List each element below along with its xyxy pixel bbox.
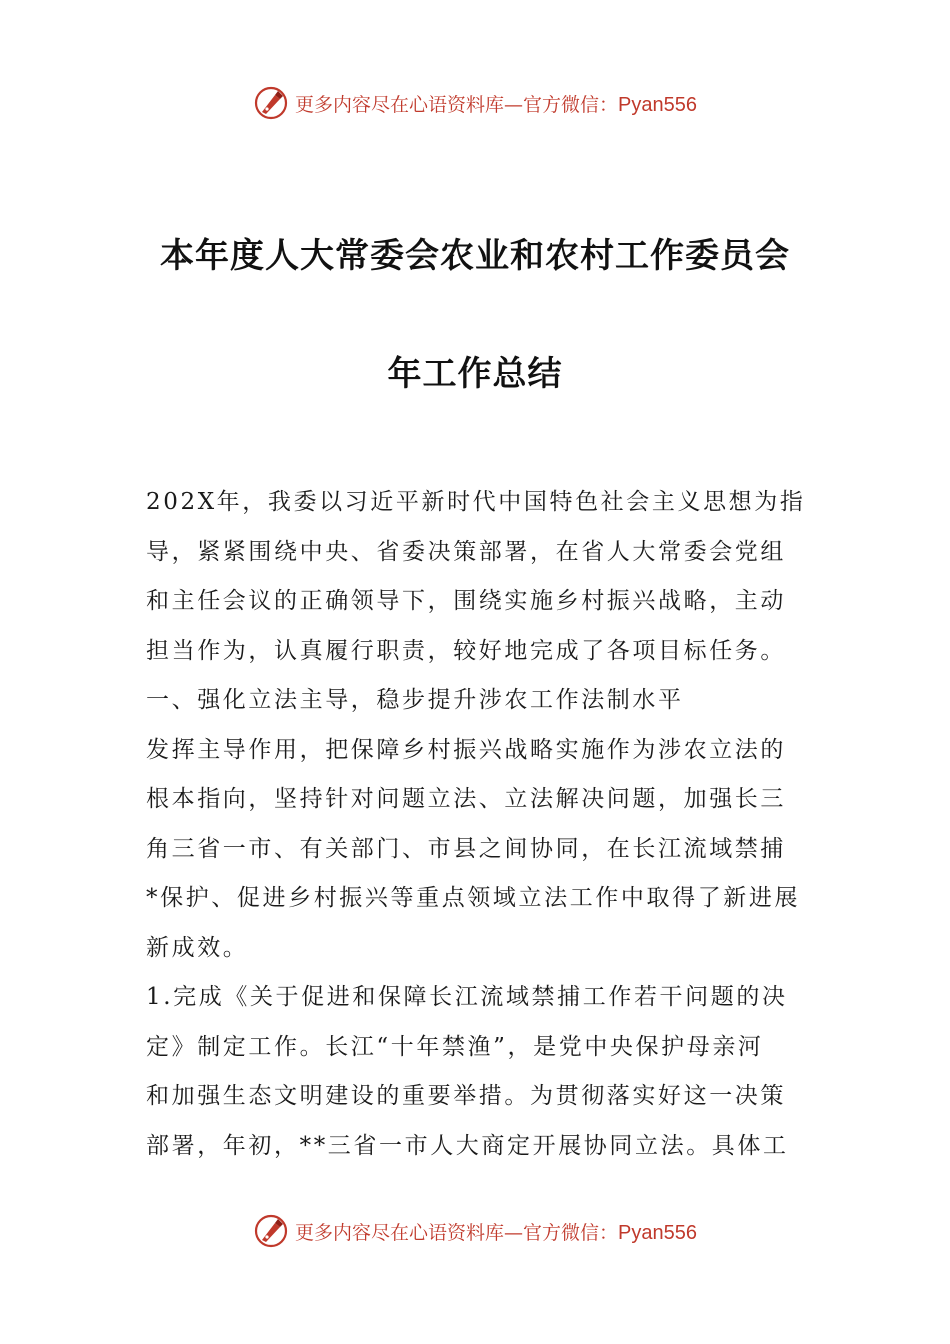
body-line: 202X年，我委以习近平新时代中国特色社会主义思想为指	[146, 489, 806, 515]
body-line: 和加强生态文明建设的重要举措。为贯彻落实好这一决策	[146, 1083, 786, 1109]
body-line: 根本指向，坚持针对问题立法、立法解决问题，加强长三	[146, 786, 786, 812]
body-line: 角三省一市、有关部门、市县之间协同，在长江流域禁捕	[146, 835, 786, 862]
body-line: 1.完成《关于促进和保障长江流域禁捕工作若干问题的决	[146, 984, 788, 1010]
watermark-text	[295, 1218, 697, 1245]
document-title-line-2: 年工作总结	[387, 354, 563, 394]
body-line: 和主任会议的正确领导下，围绕实施乡村振兴战略，主动	[146, 588, 786, 614]
watermark-wechat-id: Pyan556	[618, 93, 697, 116]
watermark-header	[0, 83, 950, 123]
body-line: 部署，年初，**三省一市人大商定开展协同立法。具体工	[146, 1132, 789, 1159]
watermark-wechat-id: Pyan556	[618, 1221, 697, 1244]
watermark-text	[295, 90, 697, 117]
document-body	[146, 478, 806, 1171]
pen-nib-logo-icon	[253, 85, 289, 121]
watermark-footer	[0, 1211, 950, 1251]
body-line: 发挥主导作用，把保障乡村振兴战略实施作为涉农立法的	[146, 736, 786, 763]
watermark-text-cn: 更多内容尽在心语资料库—官方微信：	[295, 1221, 619, 1244]
body-line: 定》制定工作。长江“十年禁渔”，是党中央保护母亲河	[146, 1033, 764, 1060]
pen-nib-logo-icon	[253, 1213, 289, 1249]
body-line: 担当作为，认真履行职责，较好地完成了各项目标任务。	[146, 637, 786, 664]
body-line: 新成效。	[146, 934, 249, 961]
section-heading: 一、强化立法主导，稳步提升涉农工作法制水平	[146, 687, 684, 713]
body-line: 导，紧紧围绕中央、省委决策部署，在省人大常委会党组	[146, 538, 786, 565]
document-title-line-1: 本年度人大常委会农业和农村工作委员会	[160, 236, 790, 276]
body-line: *保护、促进乡村振兴等重点领域立法工作中取得了新进展	[146, 885, 801, 911]
watermark-text-cn: 更多内容尽在心语资料库—官方微信：	[295, 93, 619, 116]
